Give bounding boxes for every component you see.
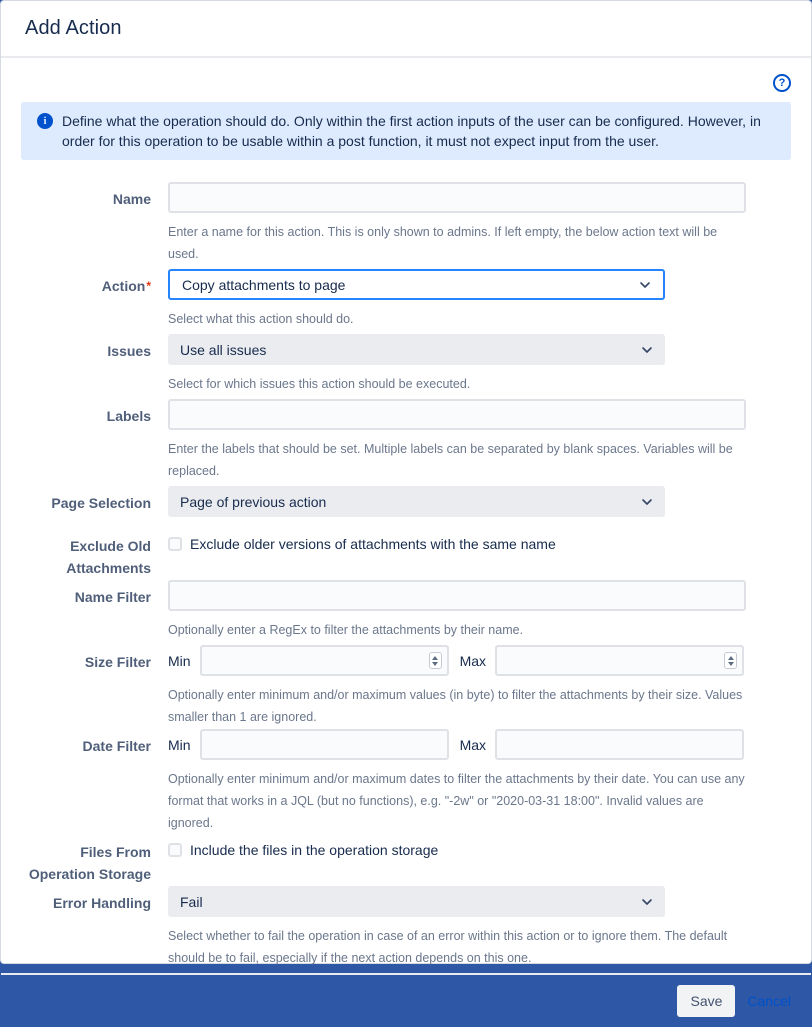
error-handling-label: Error Handling (52, 895, 151, 911)
row-error-handling (21, 886, 791, 969)
size-filter-min-label: Min (168, 652, 191, 669)
required-asterisk: * (146, 279, 151, 293)
name-filter-description: Optionally enter a RegEx to filter the attachments by their name. (168, 623, 524, 637)
row-exclude-old-attachments (21, 529, 791, 579)
files-from-operation-storage-label: Files From Operation Storage (28, 844, 151, 882)
add-action-form (21, 182, 791, 969)
name-input[interactable] (168, 182, 746, 213)
row-date-filter (21, 729, 791, 834)
row-labels (21, 399, 791, 482)
action-select-value: Copy attachments to page (182, 276, 346, 293)
number-stepper-icon[interactable] (724, 652, 737, 669)
date-filter-max-input[interactable] (495, 729, 744, 760)
name-filter-input[interactable] (168, 580, 746, 611)
chevron-down-icon (637, 277, 653, 293)
page-title: Add Action (25, 17, 122, 39)
issues-select[interactable] (168, 334, 665, 365)
info-icon: i (37, 113, 53, 129)
row-action (21, 269, 791, 330)
row-name (21, 182, 791, 265)
action-label: Action (101, 278, 146, 294)
exclude-old-attachments-checkbox[interactable] (168, 537, 182, 551)
files-from-operation-storage-checkbox[interactable] (168, 843, 182, 857)
labels-input[interactable] (168, 399, 746, 430)
info-banner-text: Define what the operation should do. Only within the first action inputs of the user can be configured. However, in order for this operation to be usable within a post function, it must not expect input from the user. (62, 113, 761, 149)
files-from-operation-storage-checkbox-row[interactable] (168, 835, 791, 860)
error-handling-select-value: Fail (180, 893, 203, 910)
date-filter-max-label: Max (459, 736, 487, 753)
exclude-old-attachments-checkbox-label: Exclude older versions of attachments with the same name (190, 536, 556, 552)
cancel-link[interactable]: Cancel (747, 993, 791, 1009)
issues-description: Select for which issues this action should be executed. (168, 377, 471, 391)
dialog-body (1, 58, 811, 973)
error-handling-description: Select whether to fail the operation in case of an error within this action or to ignore them. The default should be to fail, especially if the next action depends on this one. (168, 929, 728, 965)
row-name-filter (21, 580, 791, 641)
size-filter-min-input[interactable] (200, 645, 449, 676)
page-selection-select-value: Page of previous action (180, 493, 327, 510)
chevron-down-icon (639, 342, 655, 358)
info-banner (21, 102, 791, 160)
row-size-filter (21, 645, 791, 728)
dialog-footer (1, 973, 811, 1027)
date-filter-min-input[interactable] (200, 729, 449, 760)
row-page-selection (21, 486, 791, 517)
page-selection-select[interactable] (168, 486, 665, 517)
number-stepper-icon[interactable] (429, 652, 442, 669)
page-selection-label: Page Selection (51, 495, 151, 511)
help-icon[interactable]: ? (773, 74, 791, 92)
labels-description: Enter the labels that should be set. Multiple labels can be separated by blank spaces. Variables will be replaced. (168, 442, 733, 478)
name-label: Name (112, 191, 151, 207)
size-filter-max-label: Max (459, 652, 487, 669)
issues-select-value: Use all issues (180, 341, 267, 358)
size-filter-max-input[interactable] (495, 645, 744, 676)
action-select[interactable] (168, 269, 665, 300)
issues-label: Issues (107, 343, 151, 359)
labels-label: Labels (106, 408, 151, 424)
size-filter-description: Optionally enter minimum and/or maximum values (in byte) to filter the attachments by their size. Values smaller than 1 are ignored. (168, 688, 743, 724)
error-handling-select[interactable] (168, 886, 665, 917)
exclude-old-attachments-checkbox-row[interactable] (168, 529, 791, 554)
date-filter-label: Date Filter (82, 738, 151, 754)
date-filter-description: Optionally enter minimum and/or maximum dates to filter the attachments by their date. You can use any format that works in a JQL (but no functions), e.g. "-2w" or "2020-03-31 18:00". Invalid values are ignored. (168, 772, 745, 830)
exclude-old-attachments-label: Exclude Old Attachments (66, 538, 151, 576)
name-description: Enter a name for this action. This is only shown to admins. If left empty, the below action text will be used. (168, 225, 718, 261)
save-button[interactable]: Save (677, 985, 735, 1017)
size-filter-label: Size Filter (84, 654, 151, 670)
chevron-down-icon (639, 894, 655, 910)
dialog-header (1, 1, 811, 58)
name-filter-label: Name Filter (74, 589, 151, 605)
chevron-down-icon (639, 494, 655, 510)
row-issues (21, 334, 791, 395)
row-files-from-operation-storage (21, 835, 791, 885)
files-from-operation-storage-checkbox-label: Include the files in the operation storage (190, 842, 439, 858)
help-row (21, 74, 791, 98)
date-filter-min-label: Min (168, 736, 191, 753)
action-description: Select what this action should do. (168, 312, 354, 326)
